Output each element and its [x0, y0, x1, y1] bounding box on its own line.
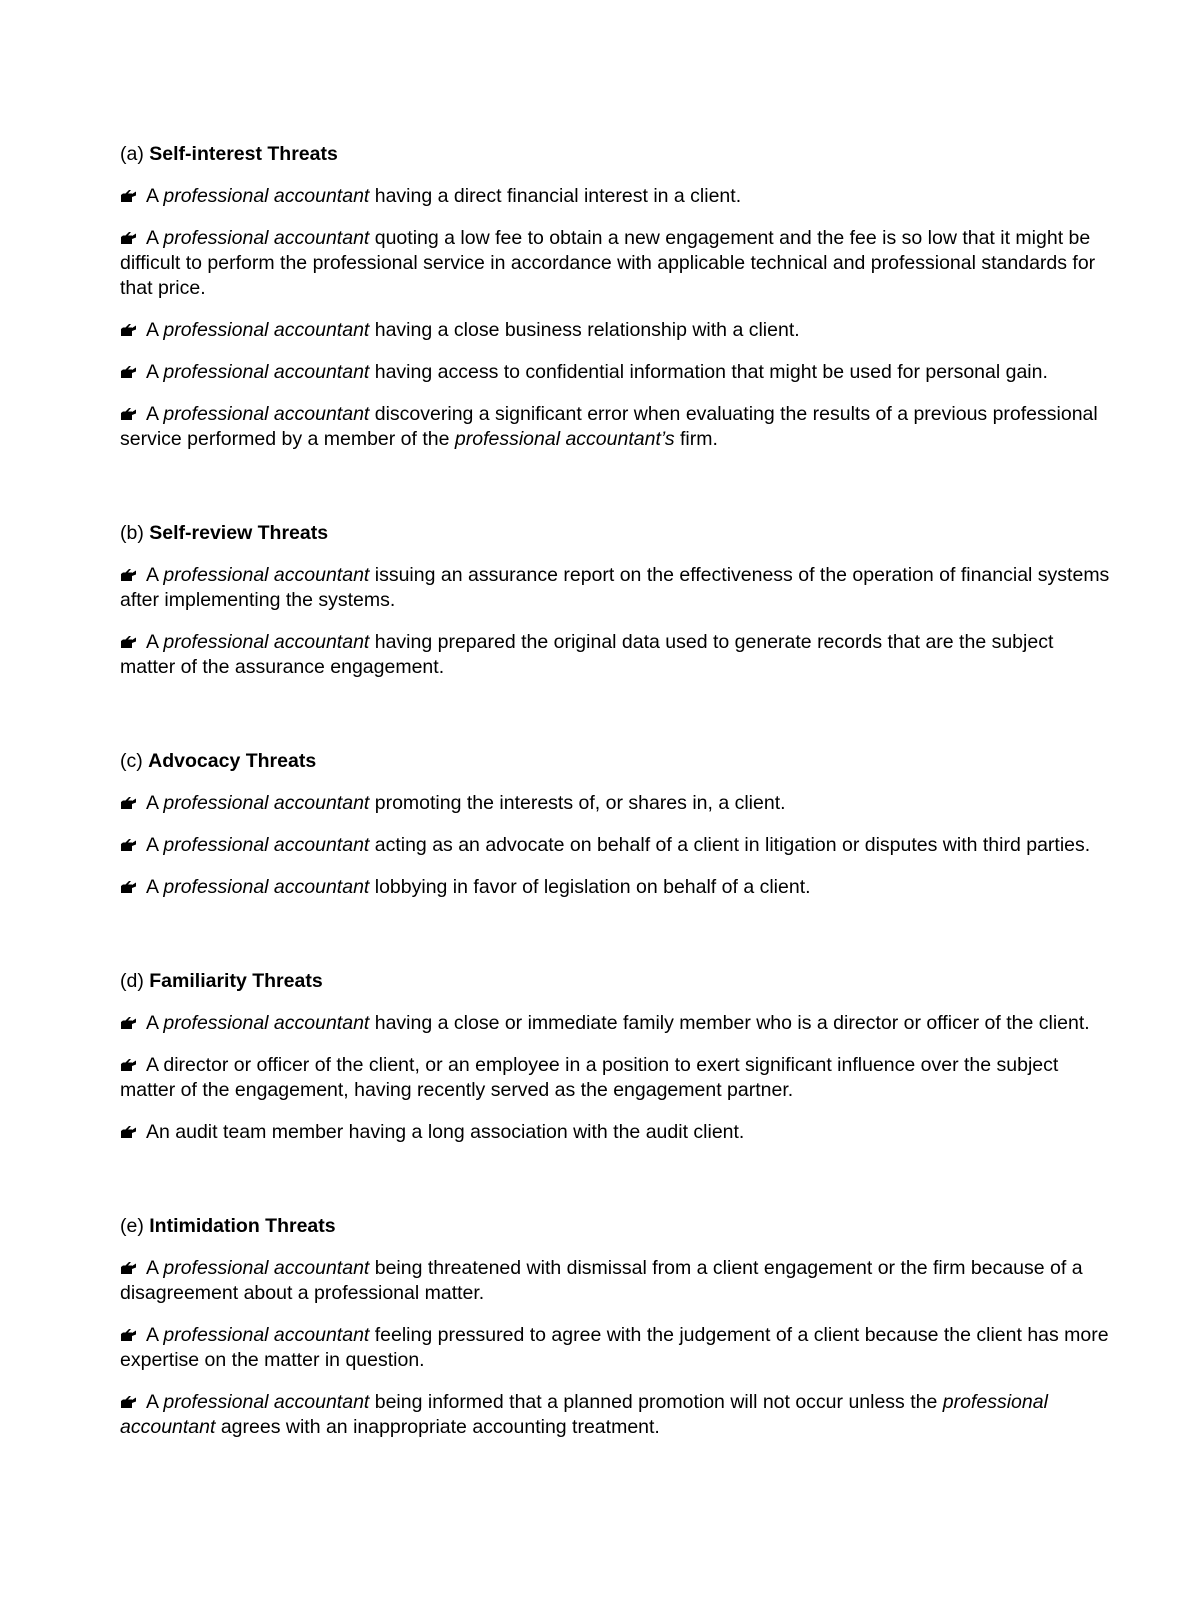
bullet-item — [120, 1390, 1110, 1440]
pointing-hand-icon — [120, 796, 137, 810]
italic-term: professional accountant — [163, 319, 370, 341]
bullet-item — [120, 563, 1110, 613]
item-text: A — [146, 876, 164, 898]
italic-term: professional accountant — [163, 185, 370, 207]
pointing-hand-icon — [120, 365, 137, 379]
italic-term: professional accountant — [163, 876, 370, 898]
item-text: A — [146, 361, 164, 383]
pointing-hand-icon — [120, 635, 137, 649]
item-text: A — [146, 792, 164, 814]
pointing-hand-icon — [120, 1016, 137, 1030]
section-spacer — [120, 697, 1110, 749]
bullet-item — [120, 1011, 1110, 1036]
item-text: A — [146, 834, 164, 856]
italic-term: professional accountant — [163, 1391, 370, 1413]
section-label: (b) — [120, 522, 144, 544]
item-text: discovering a significant error when evaluating the results of a previous professional service performed by a member of the — [120, 403, 1098, 450]
italic-term: professional accountant — [163, 564, 370, 586]
bullet-item — [120, 630, 1110, 680]
pointing-hand-icon — [120, 407, 137, 421]
item-text: feeling pressured to agree with the judgement of a client because the client has more expertise on the matter in question. — [120, 1324, 1109, 1371]
section-title: Intimidation Threats — [149, 1215, 336, 1237]
section-title: Self-review Threats — [149, 522, 329, 544]
threat-section — [120, 969, 1110, 1145]
section-label: (e) — [120, 1215, 144, 1237]
pointing-hand-icon — [120, 1328, 137, 1342]
threat-section — [120, 142, 1110, 452]
item-text: being informed that a planned promotion will not occur unless the — [369, 1391, 943, 1413]
item-text: having a close business relationship with a client. — [369, 319, 800, 341]
pointing-hand-icon — [120, 1261, 137, 1275]
italic-term: professional accountant — [163, 1012, 370, 1034]
bullet-item — [120, 360, 1110, 385]
section-heading — [120, 969, 1110, 994]
italic-term: professional accountant — [163, 1324, 370, 1346]
italic-term: professional accountant — [120, 1391, 1048, 1438]
section-title: Self-interest Threats — [149, 143, 338, 165]
bullet-item — [120, 1256, 1110, 1306]
item-text: being threatened with dismissal from a client engagement or the firm because of a disagreement about a professional matter. — [120, 1257, 1083, 1304]
item-text: A — [146, 185, 164, 207]
section-title: Familiarity Threats — [149, 970, 323, 992]
item-text: promoting the interests of, or shares in, a client. — [369, 792, 786, 814]
section-label: (c) — [120, 750, 143, 772]
bullet-item — [120, 226, 1110, 301]
section-heading — [120, 142, 1110, 167]
item-text: A — [146, 1012, 164, 1034]
item-text: A — [146, 564, 164, 586]
item-text: A — [146, 1324, 164, 1346]
section-heading — [120, 1214, 1110, 1239]
item-text: A — [146, 319, 164, 341]
pointing-hand-icon — [120, 880, 137, 894]
item-text: acting as an advocate on behalf of a client in litigation or disputes with third parties. — [369, 834, 1091, 856]
italic-term: professional accountant — [163, 631, 370, 653]
item-text: agrees with an inappropriate accounting treatment. — [215, 1416, 660, 1438]
item-text: having access to confidential information that might be used for personal gain. — [369, 361, 1048, 383]
bullet-item — [120, 833, 1110, 858]
pointing-hand-icon — [120, 568, 137, 582]
pointing-hand-icon — [120, 1395, 137, 1409]
italic-term: professional accountant’s — [454, 428, 675, 450]
italic-term: professional accountant — [163, 361, 370, 383]
item-text: An audit team member having a long association with the audit client. — [146, 1121, 745, 1143]
pointing-hand-icon — [120, 323, 137, 337]
item-text: quoting a low fee to obtain a new engagement and the fee is so low that it might be difficult to perform the professional service in accordance with applicable technical and professional standards for that price. — [120, 227, 1096, 299]
item-text: A director or officer of the client, or an employee in a position to exert significant influence over the subject matter of the engagement, having recently served as the engagement partner. — [120, 1054, 1059, 1101]
italic-term: professional accountant — [163, 227, 370, 249]
bullet-item — [120, 1323, 1110, 1373]
section-spacer — [120, 469, 1110, 521]
pointing-hand-icon — [120, 231, 137, 245]
pointing-hand-icon — [120, 1058, 137, 1072]
pointing-hand-icon — [120, 189, 137, 203]
section-title: Advocacy Threats — [148, 750, 317, 772]
item-text: A — [146, 1257, 164, 1279]
document-body — [120, 142, 1110, 1457]
bullet-item — [120, 184, 1110, 209]
bullet-item — [120, 1120, 1110, 1145]
section-heading — [120, 749, 1110, 774]
item-text: A — [146, 1391, 164, 1413]
item-text: having prepared the original data used to generate records that are the subject matter of the assurance engagement. — [120, 631, 1054, 678]
item-text: issuing an assurance report on the effectiveness of the operation of financial systems after implementing the systems. — [120, 564, 1110, 611]
pointing-hand-icon — [120, 1125, 137, 1139]
bullet-item — [120, 791, 1110, 816]
bullet-item — [120, 1053, 1110, 1103]
item-text: lobbying in favor of legislation on behalf of a client. — [369, 876, 811, 898]
bullet-item — [120, 318, 1110, 343]
bullet-item — [120, 402, 1110, 452]
italic-term: professional accountant — [163, 403, 370, 425]
section-heading — [120, 521, 1110, 546]
bullet-item — [120, 875, 1110, 900]
threat-section — [120, 1214, 1110, 1440]
pointing-hand-icon — [120, 838, 137, 852]
item-text: A — [146, 631, 164, 653]
item-text: A — [146, 403, 164, 425]
italic-term: professional accountant — [163, 1257, 370, 1279]
italic-term: professional accountant — [163, 792, 370, 814]
item-text: having a direct financial interest in a client. — [369, 185, 742, 207]
threat-section — [120, 521, 1110, 680]
item-text: having a close or immediate family member who is a director or officer of the client. — [369, 1012, 1090, 1034]
item-text: firm. — [674, 428, 718, 450]
threat-section — [120, 749, 1110, 900]
section-label: (a) — [120, 143, 144, 165]
section-spacer — [120, 1162, 1110, 1214]
italic-term: professional accountant — [163, 834, 370, 856]
section-label: (d) — [120, 970, 144, 992]
item-text: A — [146, 227, 164, 249]
section-spacer — [120, 917, 1110, 969]
